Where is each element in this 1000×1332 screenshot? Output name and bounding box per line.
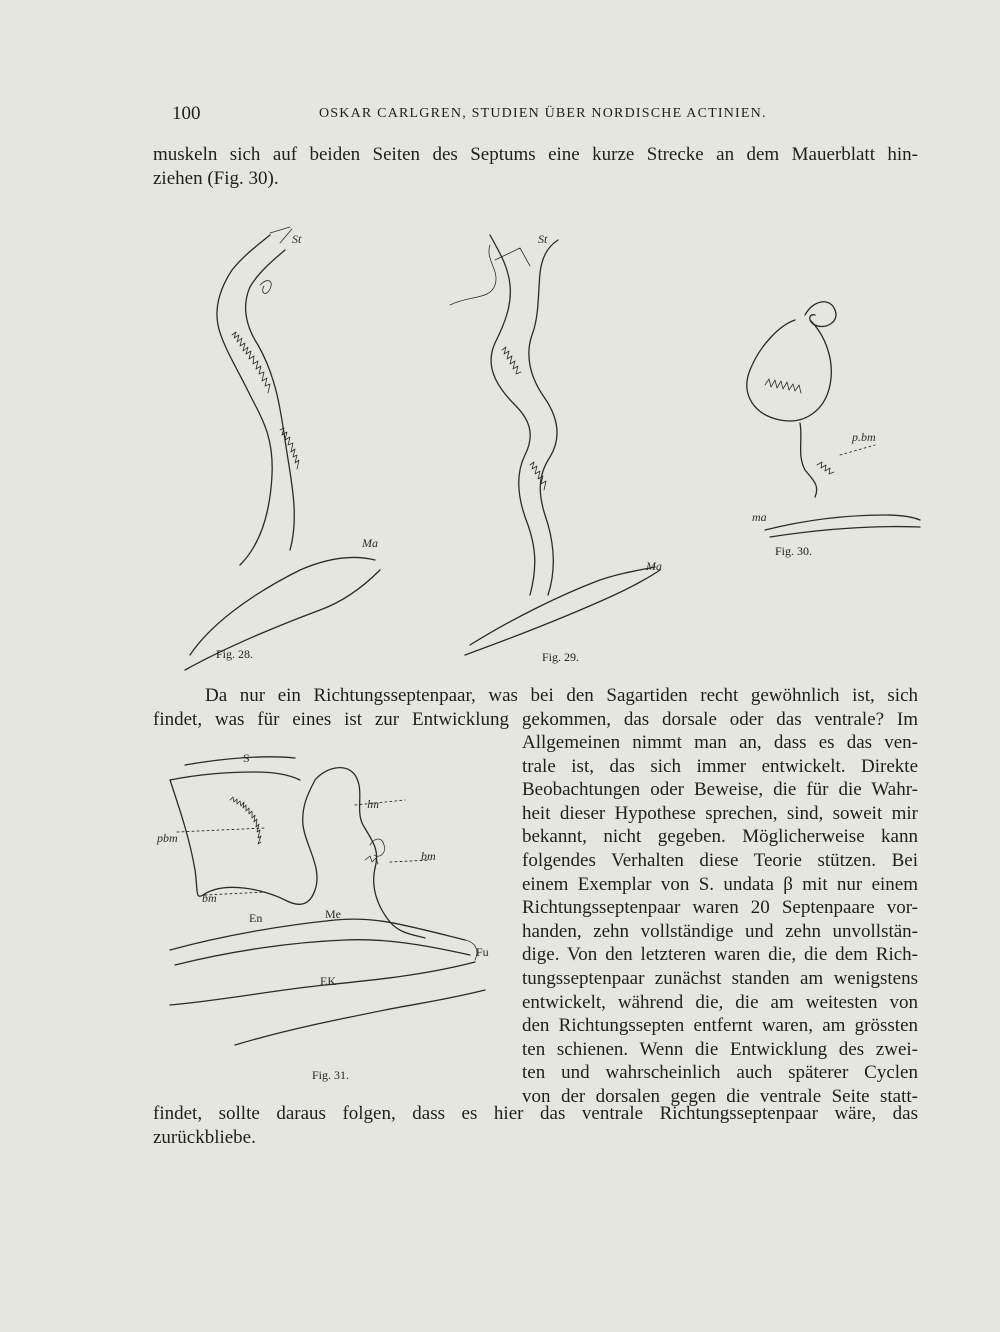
fig30-label-pbm: p.bm xyxy=(852,430,876,444)
figure-28-drawing xyxy=(140,225,400,645)
text-line: folgendes Verhalten diese Teorie stützen. Bei xyxy=(522,849,918,871)
fig31-label-pbm: pbm xyxy=(157,831,178,845)
text-line: handen, zehn vollständige und zehn unvollstän- xyxy=(522,920,918,942)
figure-29-drawing xyxy=(440,225,680,645)
main-paragraph-full xyxy=(153,684,918,731)
fig31-label-me: Me xyxy=(325,907,341,921)
figure-28-caption: Fig. 28. xyxy=(216,647,254,661)
main-paragraph-end xyxy=(153,1102,918,1149)
fig31-label-en: En xyxy=(249,911,263,925)
text-line: ten schienen. Wenn die Entwicklung des zwei- xyxy=(522,1038,918,1060)
text-line: entwickelt, während die, die am weitesten von xyxy=(522,991,918,1013)
fig28-label-st: St xyxy=(292,232,302,246)
text-line: Da nur ein Richtungsseptenpaar, was bei den Sagartiden recht gewöhnlich ist, sich xyxy=(205,685,918,706)
fig31-label-bm-left: bm xyxy=(202,891,217,905)
figure-31-caption: Fig. 31. xyxy=(312,1068,350,1082)
text-line: ten und wahrscheinlich auch späterer Cyclen xyxy=(522,1062,918,1084)
top-paragraph xyxy=(153,143,918,190)
figure-30-caption: Fig. 30. xyxy=(775,544,813,558)
text-line: trale ist, das sich immer entwickelt. Direkte xyxy=(522,755,918,777)
text-line: muskeln sich auf beiden Seiten des Septums eine kurze Strecke an dem Mauerblatt hin- xyxy=(153,144,918,165)
fig31-label-ek: EK xyxy=(320,974,336,988)
text-line: zurückbliebe. xyxy=(153,1126,256,1148)
text-line: ziehen (Fig. 30). xyxy=(153,167,279,189)
fig31-label-lm: lm xyxy=(367,797,379,811)
figure-30-drawing xyxy=(725,275,920,540)
fig31-label-s: S xyxy=(243,751,250,765)
text-line: Allgemeinen nimmt man an, dass es das ven- xyxy=(522,732,918,753)
text-line: bekannt, nicht gegeben. Möglicherweise kann xyxy=(522,826,918,848)
fig31-label-bm-right: bm xyxy=(421,849,436,863)
text-line: tungsseptenpaar zunächst standen am wenigstens xyxy=(522,967,918,989)
text-line: von der dorsalen gegen die ventrale Seite statt- xyxy=(522,1085,918,1107)
fig31-label-fu: Fu xyxy=(476,945,489,959)
text-line: findet, was für eines ist zur Entwicklung gekommen, das dorsale oder das ventrale? Im xyxy=(153,708,918,730)
page-header xyxy=(172,103,918,127)
text-line: Richtungsseptenpaar waren 20 Septenpaare vor- xyxy=(522,897,918,919)
figure-29-caption: Fig. 29. xyxy=(542,650,580,664)
text-line: findet, sollte daraus folgen, dass es hier das ventrale Richtungsseptenpaar wäre, das xyxy=(153,1103,918,1124)
page-number: 100 xyxy=(172,103,201,124)
running-head: OSKAR CARLGREN, STUDIEN ÜBER NORDISCHE ACTINIEN. xyxy=(319,106,767,121)
text-line: einem Exemplar von S. undata β mit nur einem xyxy=(522,873,918,895)
fig28-label-ma: Ma xyxy=(362,536,378,550)
text-line: dige. Von den letzteren waren die, die dem Rich- xyxy=(522,944,918,966)
fig30-label-ma: ma xyxy=(752,510,767,524)
figure-31-drawing xyxy=(157,750,515,1070)
text-line: heit dieser Hypothese sprechen, sind, soweit mir xyxy=(522,802,918,824)
text-line: Beobachtungen oder Beweise, die für die Wahr- xyxy=(522,779,918,801)
fig29-label-ma: Ma xyxy=(646,559,662,573)
text-line: den Richtungssepten entfernt waren, am grössten xyxy=(522,1015,918,1037)
main-paragraph-column xyxy=(522,731,918,1109)
fig29-label-st: St xyxy=(538,232,548,246)
